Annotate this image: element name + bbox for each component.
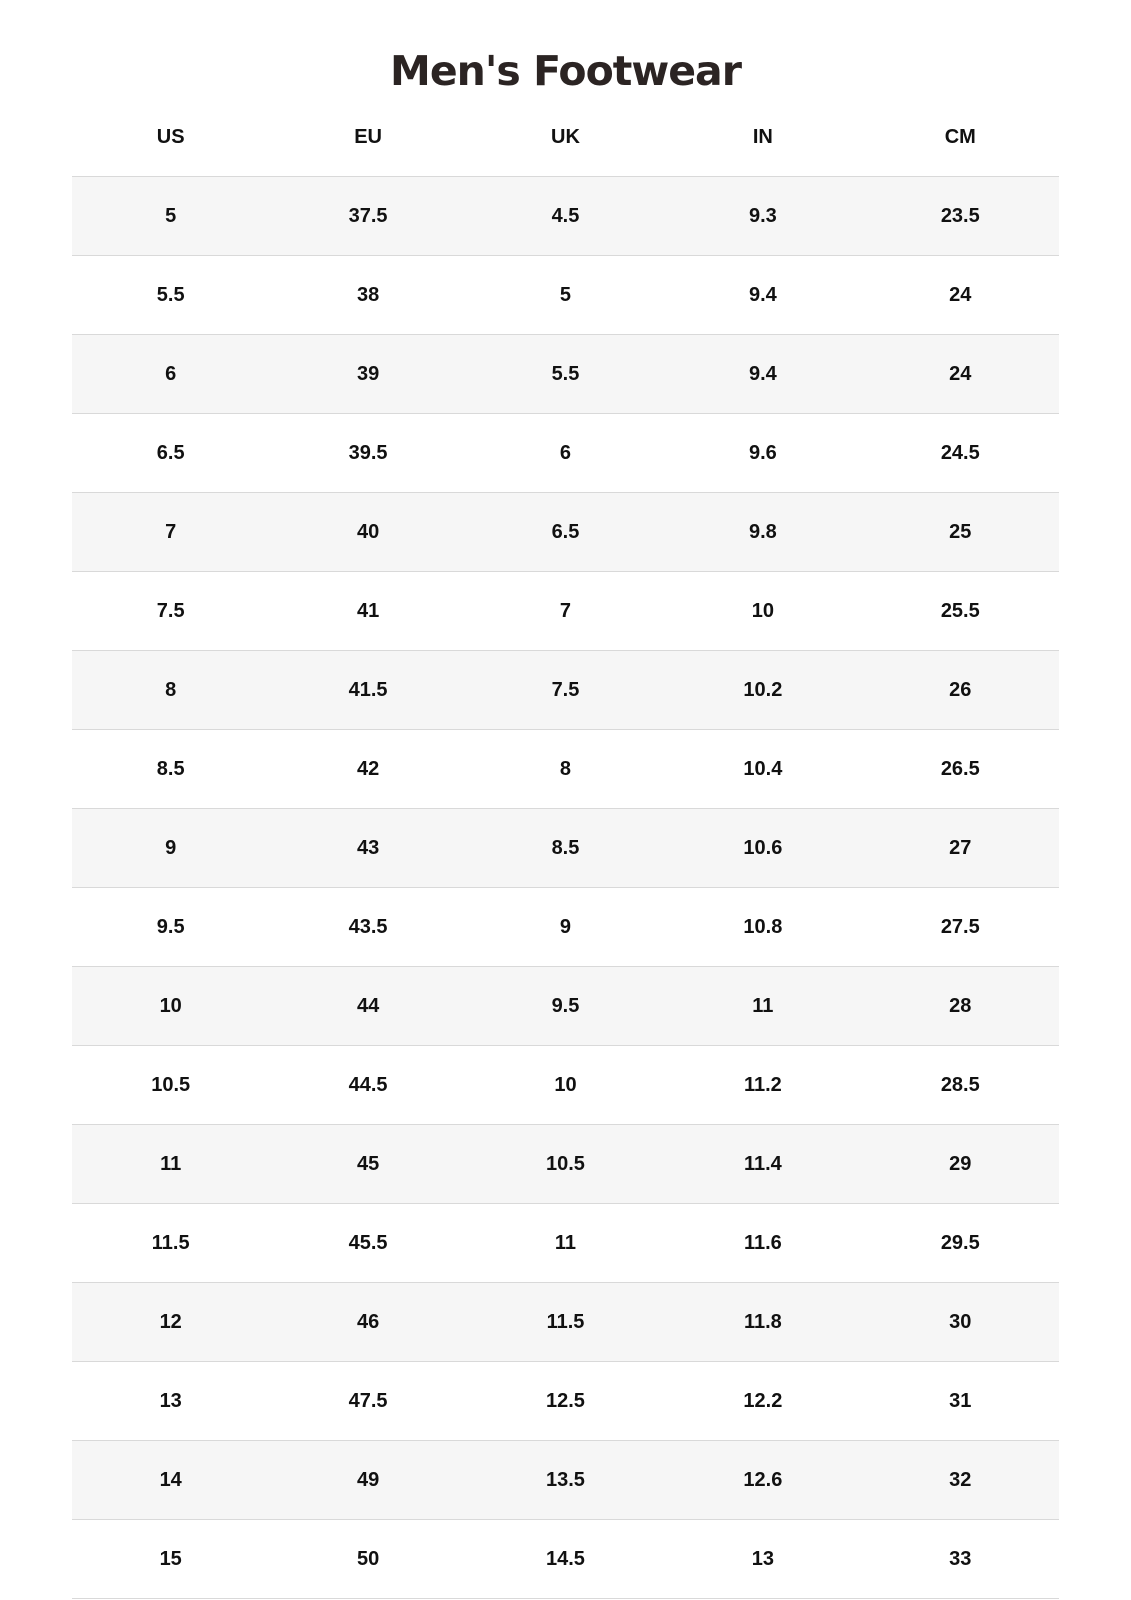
cell-in: 9.8 [664,493,861,572]
cell-uk: 4.5 [467,177,664,256]
cell-in: 13 [664,1520,861,1599]
cell-eu: 44.5 [269,1046,466,1125]
size-chart-table [72,98,1059,1599]
cell-cm: 25.5 [862,572,1059,651]
cell-cm: 26.5 [862,730,1059,809]
cell-cm: 26 [862,651,1059,730]
cell-uk: 11.5 [467,1283,664,1362]
table-row [72,177,1059,256]
cell-in: 10.2 [664,651,861,730]
column-header-in: IN [664,98,861,177]
cell-in: 9.4 [664,335,861,414]
cell-eu: 45.5 [269,1204,466,1283]
cell-in: 9.3 [664,177,861,256]
cell-us: 11 [72,1125,269,1204]
cell-eu: 50 [269,1520,466,1599]
cell-in: 11.6 [664,1204,861,1283]
cell-eu: 41.5 [269,651,466,730]
cell-us: 5 [72,177,269,256]
cell-uk: 5 [467,256,664,335]
cell-cm: 24.5 [862,414,1059,493]
cell-uk: 12.5 [467,1362,664,1441]
cell-uk: 9.5 [467,967,664,1046]
cell-eu: 37.5 [269,177,466,256]
table-row [72,1283,1059,1362]
cell-us: 5.5 [72,256,269,335]
cell-cm: 29.5 [862,1204,1059,1283]
cell-us: 15 [72,1520,269,1599]
column-header-eu: EU [269,98,466,177]
table-row [72,651,1059,730]
cell-us: 14 [72,1441,269,1520]
table-row [72,1046,1059,1125]
cell-cm: 33 [862,1520,1059,1599]
cell-cm: 27.5 [862,888,1059,967]
cell-cm: 28 [862,967,1059,1046]
cell-eu: 38 [269,256,466,335]
cell-cm: 25 [862,493,1059,572]
cell-in: 11.2 [664,1046,861,1125]
cell-in: 11 [664,967,861,1046]
cell-us: 13 [72,1362,269,1441]
table-row [72,1125,1059,1204]
cell-us: 10.5 [72,1046,269,1125]
cell-uk: 7 [467,572,664,651]
table-row [72,1362,1059,1441]
cell-in: 12.6 [664,1441,861,1520]
cell-us: 6 [72,335,269,414]
cell-eu: 41 [269,572,466,651]
cell-cm: 32 [862,1441,1059,1520]
cell-cm: 29 [862,1125,1059,1204]
cell-cm: 30 [862,1283,1059,1362]
cell-uk: 7.5 [467,651,664,730]
cell-uk: 9 [467,888,664,967]
cell-uk: 6.5 [467,493,664,572]
cell-eu: 44 [269,967,466,1046]
cell-eu: 43.5 [269,888,466,967]
cell-us: 6.5 [72,414,269,493]
cell-cm: 27 [862,809,1059,888]
table-row [72,572,1059,651]
cell-us: 9 [72,809,269,888]
cell-in: 9.6 [664,414,861,493]
table-row [72,493,1059,572]
cell-uk: 13.5 [467,1441,664,1520]
column-header-us: US [72,98,269,177]
cell-cm: 31 [862,1362,1059,1441]
cell-in: 10 [664,572,861,651]
table-row [72,1441,1059,1520]
table-body [72,177,1059,1599]
cell-us: 8 [72,651,269,730]
cell-eu: 40 [269,493,466,572]
cell-uk: 8 [467,730,664,809]
cell-uk: 11 [467,1204,664,1283]
cell-us: 7.5 [72,572,269,651]
cell-in: 12.2 [664,1362,861,1441]
table-row [72,967,1059,1046]
cell-uk: 10.5 [467,1125,664,1204]
cell-eu: 43 [269,809,466,888]
cell-in: 10.6 [664,809,861,888]
cell-uk: 5.5 [467,335,664,414]
header-row [72,98,1059,177]
cell-in: 11.8 [664,1283,861,1362]
cell-us: 11.5 [72,1204,269,1283]
cell-cm: 24 [862,335,1059,414]
table-header [72,98,1059,177]
cell-us: 10 [72,967,269,1046]
cell-us: 9.5 [72,888,269,967]
column-header-uk: UK [467,98,664,177]
cell-uk: 14.5 [467,1520,664,1599]
cell-in: 10.4 [664,730,861,809]
cell-eu: 46 [269,1283,466,1362]
table-row [72,1204,1059,1283]
cell-us: 12 [72,1283,269,1362]
table-row [72,335,1059,414]
cell-us: 7 [72,493,269,572]
page-title: Men's Footwear [390,47,741,96]
cell-eu: 45 [269,1125,466,1204]
cell-cm: 28.5 [862,1046,1059,1125]
table-row [72,256,1059,335]
cell-eu: 39.5 [269,414,466,493]
cell-eu: 39 [269,335,466,414]
cell-uk: 10 [467,1046,664,1125]
cell-uk: 8.5 [467,809,664,888]
cell-in: 9.4 [664,256,861,335]
table-row [72,809,1059,888]
column-header-cm: CM [862,98,1059,177]
table-row [72,730,1059,809]
cell-in: 10.8 [664,888,861,967]
cell-eu: 47.5 [269,1362,466,1441]
table-row [72,1520,1059,1599]
cell-us: 8.5 [72,730,269,809]
table-row [72,414,1059,493]
cell-eu: 42 [269,730,466,809]
cell-uk: 6 [467,414,664,493]
cell-eu: 49 [269,1441,466,1520]
cell-cm: 24 [862,256,1059,335]
cell-in: 11.4 [664,1125,861,1204]
cell-cm: 23.5 [862,177,1059,256]
table-row [72,888,1059,967]
